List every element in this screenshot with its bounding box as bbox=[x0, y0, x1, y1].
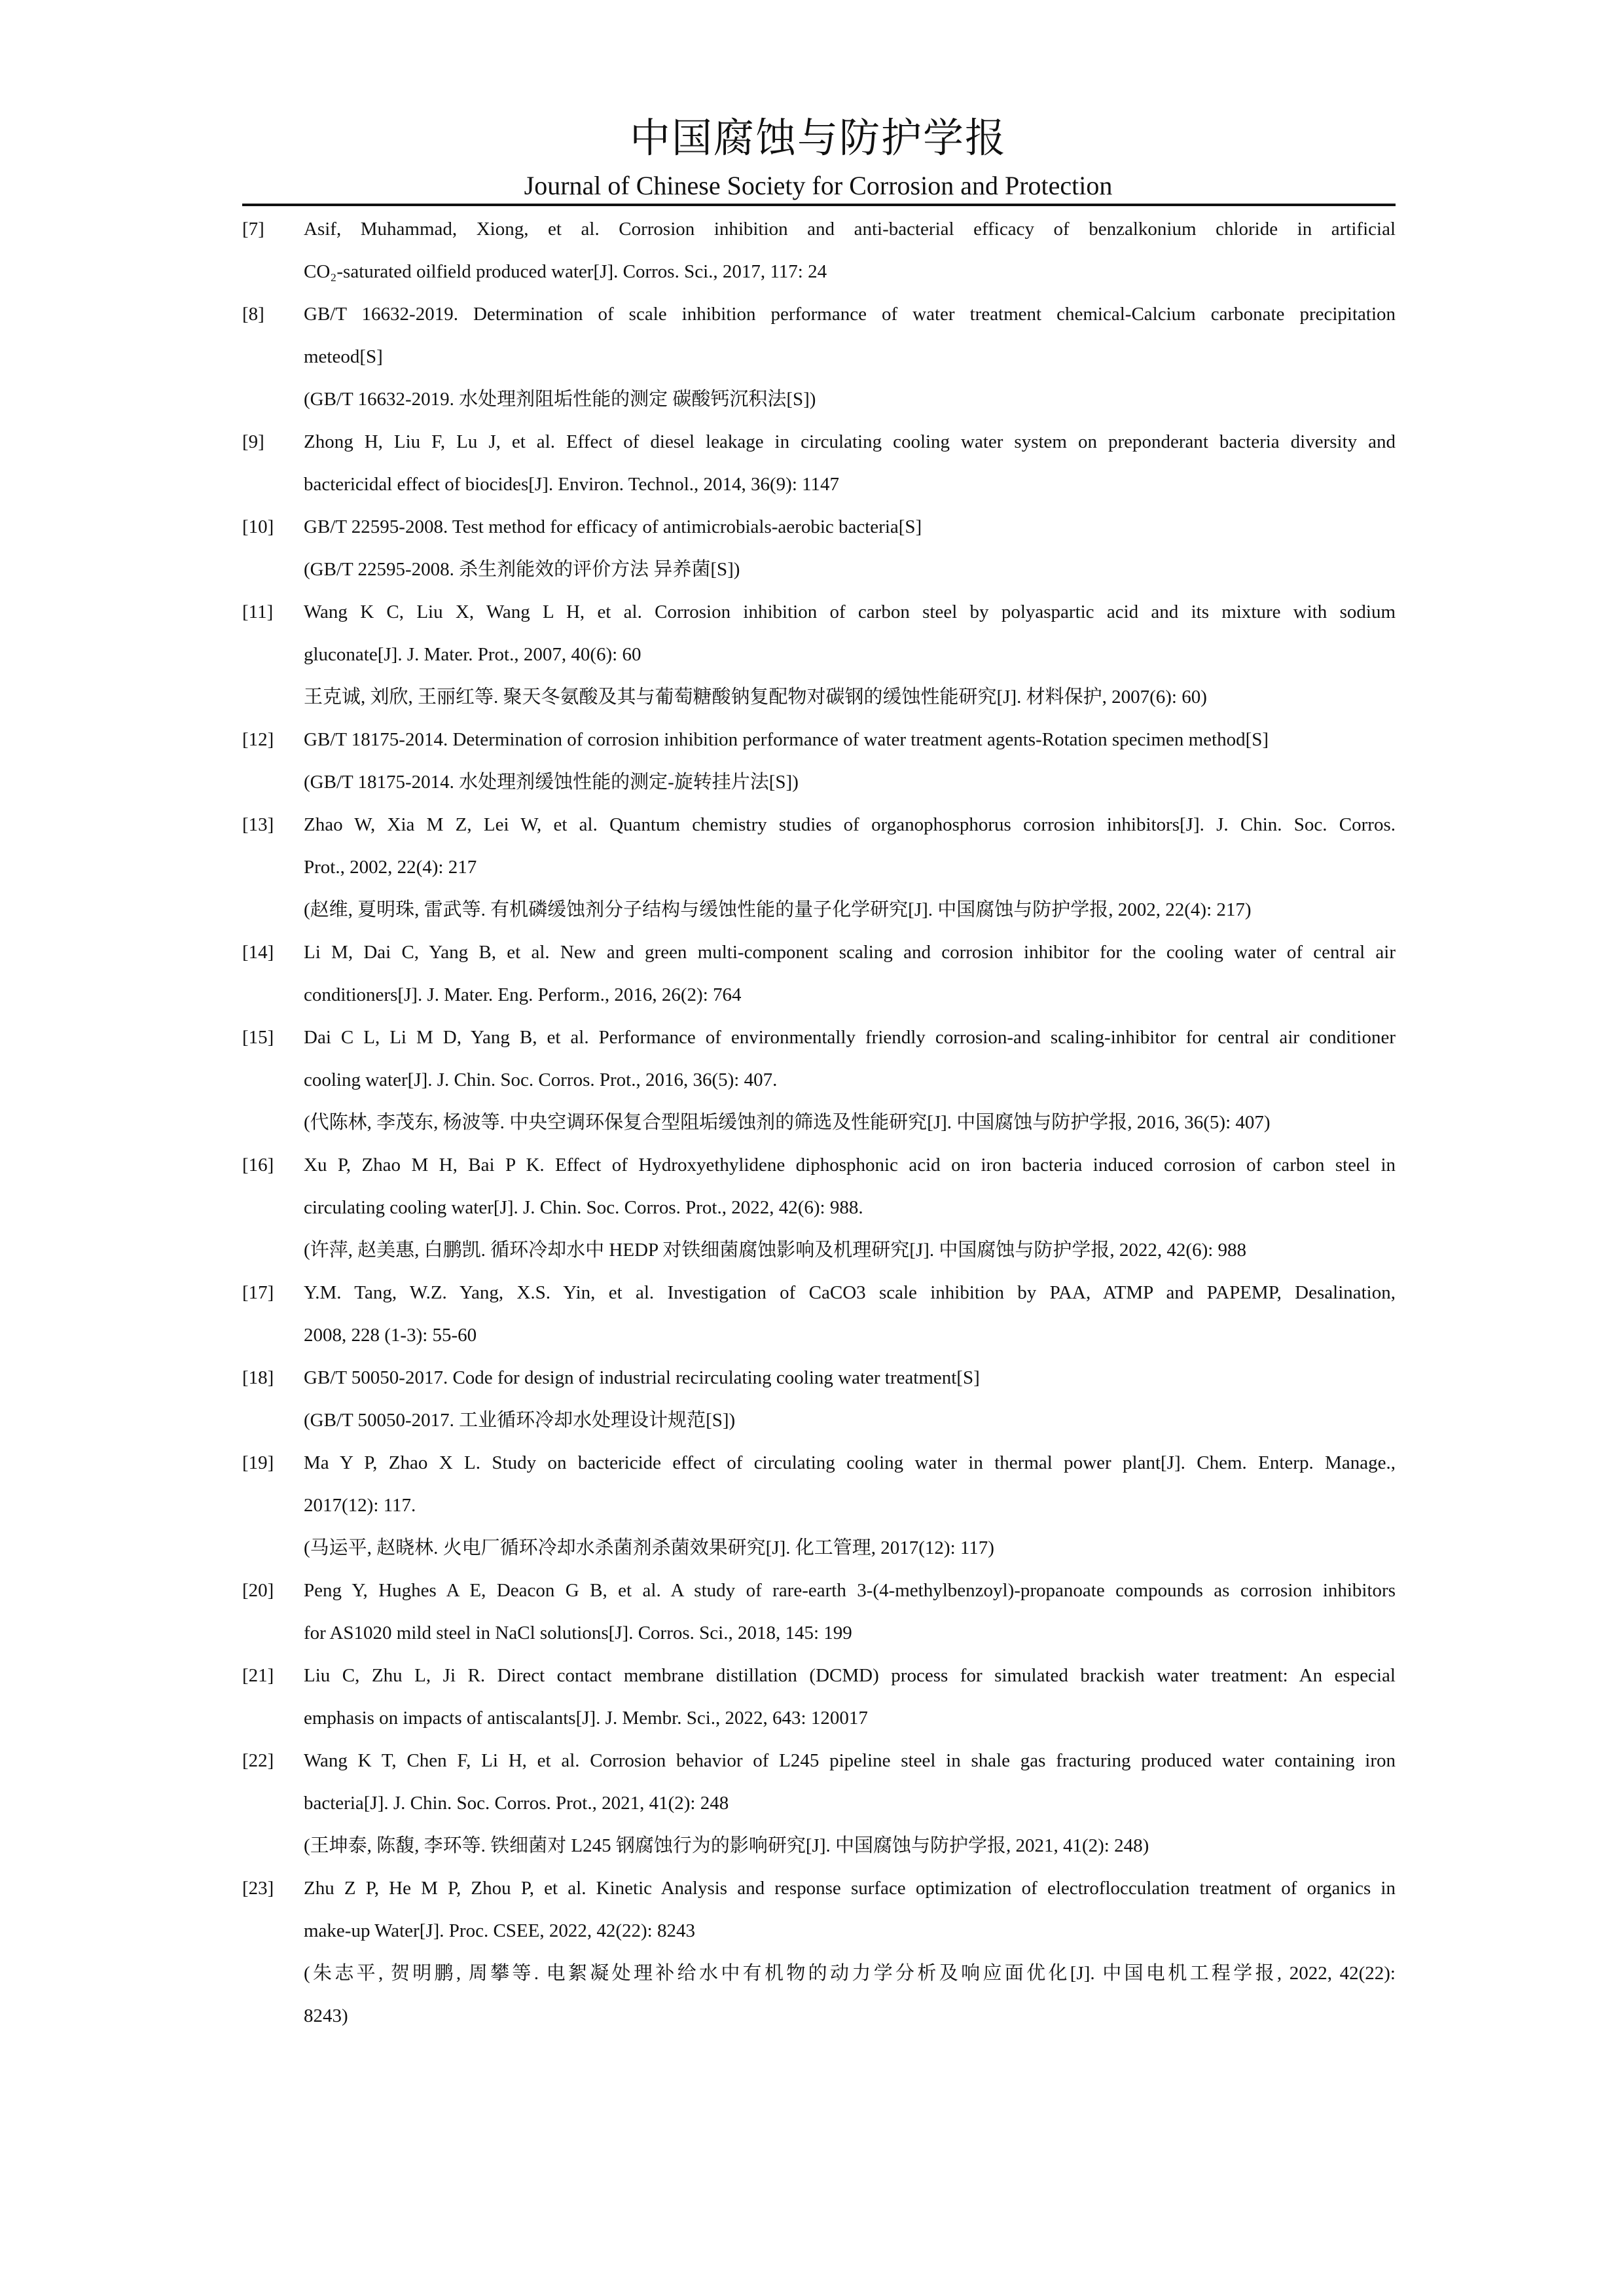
reference-line: Dai C L, Li M D, Yang B, et al. Performance of environmentally friendly corrosion-and scaling-inhibitor for central air conditioner bbox=[304, 1027, 1396, 1048]
reference-line: 2017(12): 117. bbox=[304, 1495, 416, 1516]
reference-list bbox=[242, 208, 1396, 2037]
reference-line: cooling water[J]. J. Chin. Soc. Corros. Prot., 2016, 36(5): 407. bbox=[304, 1069, 778, 1090]
reference-line: 王克诚, 刘欣, 王丽红等. 聚天冬氨酸及其与葡萄糖酸钠复配物对碳钢的缓蚀性能研究[J]. 材料保护, 2007(6): 60) bbox=[304, 687, 1207, 708]
reference-line: gluconate[J]. J. Mater. Prot., 2007, 40(6): 60 bbox=[304, 644, 641, 665]
reference-number: [9] bbox=[242, 431, 264, 452]
reference-line: make-up Water[J]. Proc. CSEE, 2022, 42(22): 8243 bbox=[304, 1920, 695, 1941]
reference-line: (GB/T 18175-2014. 水处理剂缓蚀性能的测定-旋转挂片法[S]) bbox=[304, 772, 799, 793]
reference-line: (GB/T 50050-2017. 工业循环冷却水处理设计规范[S]) bbox=[304, 1410, 736, 1431]
reference-number: [13] bbox=[242, 814, 274, 835]
reference-line: Zhong H, Liu F, Lu J, et al. Effect of diesel leakage in circulating cooling water system on preponderant bacteria diversity and bbox=[304, 431, 1396, 452]
reference-line: meteod[S] bbox=[304, 346, 383, 367]
reference-number: [11] bbox=[242, 601, 274, 622]
reference-line: (王坤泰, 陈馥, 李环等. 铁细菌对 L245 钢腐蚀行为的影响研究[J]. 中国腐蚀与防护学报, 2021, 41(2): 248) bbox=[304, 1835, 1149, 1856]
reference-line: Ma Y P, Zhao X L. Study on bactericide effect of circulating cooling water in thermal power plant[J]. Chem. Enterp. Manage., bbox=[304, 1452, 1396, 1473]
reference-item bbox=[242, 1442, 1396, 1570]
reference-item bbox=[242, 506, 1396, 591]
reference-line: Liu C, Zhu L, Ji R. Direct contact membrane distillation (DCMD) process for simulated brackish water treatment: An especial bbox=[304, 1665, 1396, 1686]
reference-number: [22] bbox=[242, 1750, 274, 1771]
reference-line: 2008, 228 (1-3): 55-60 bbox=[304, 1325, 477, 1346]
reference-line: for AS1020 mild steel in NaCl solutions[J]. Corros. Sci., 2018, 145: 199 bbox=[304, 1623, 852, 1643]
reference-item bbox=[242, 804, 1396, 931]
reference-number: [8] bbox=[242, 304, 264, 325]
reference-line: (朱志平, 贺明鹏, 周攀等. 电絮凝处理补给水中有机物的动力学分析及响应面优化[J]. 中国电机工程学报, 2022, 42(22): bbox=[304, 1963, 1396, 1984]
reference-line: (GB/T 16632-2019. 水处理剂阻垢性能的测定 碳酸钙沉积法[S]) bbox=[304, 389, 816, 410]
reference-number: [10] bbox=[242, 516, 274, 537]
reference-number: [12] bbox=[242, 729, 274, 750]
reference-item bbox=[242, 1272, 1396, 1357]
reference-line: Li M, Dai C, Yang B, et al. New and green multi-component scaling and corrosion inhibitor for the cooling water of central air bbox=[304, 942, 1396, 963]
reference-item bbox=[242, 591, 1396, 719]
journal-header bbox=[242, 111, 1394, 206]
reference-number: [21] bbox=[242, 1665, 274, 1686]
reference-line: Wang K C, Liu X, Wang L H, et al. Corrosion inhibition of carbon steel by polyaspartic acid and its mixture with sodium bbox=[304, 601, 1396, 622]
reference-line: Y.M. Tang, W.Z. Yang, X.S. Yin, et al. Investigation of CaCO3 scale inhibition by PAA, ATMP and PAPEMP, Desalination, bbox=[304, 1282, 1396, 1303]
reference-item bbox=[242, 293, 1396, 421]
journal-title-chinese: 中国腐蚀与防护学报 bbox=[629, 117, 1007, 161]
reference-number: [18] bbox=[242, 1367, 274, 1388]
journal-title-english: Journal of Chinese Society for Corrosion and Protection bbox=[524, 171, 1113, 200]
reference-item bbox=[242, 1655, 1396, 1740]
reference-line: GB/T 22595-2008. Test method for efficacy of antimicrobials-aerobic bacteria[S] bbox=[304, 516, 922, 537]
reference-item bbox=[242, 421, 1396, 506]
reference-line: Xu P, Zhao M H, Bai P K. Effect of Hydroxyethylidene diphosphonic acid on iron bacteria induced corrosion of carbon steel in bbox=[304, 1155, 1396, 1175]
reference-number: [20] bbox=[242, 1580, 274, 1601]
reference-item bbox=[242, 1016, 1396, 1144]
reference-item bbox=[242, 1357, 1396, 1442]
reference-line: GB/T 16632-2019. Determination of scale inhibition performance of water treatment chemical-Calcium carbonate precipitation bbox=[304, 304, 1396, 325]
reference-item bbox=[242, 1144, 1396, 1272]
header-rule bbox=[242, 204, 1396, 206]
reference-number: [7] bbox=[242, 219, 264, 240]
reference-item bbox=[242, 1570, 1396, 1655]
reference-line: conditioners[J]. J. Mater. Eng. Perform., 2016, 26(2): 764 bbox=[304, 984, 742, 1005]
reference-number: [16] bbox=[242, 1155, 274, 1175]
reference-number: [15] bbox=[242, 1027, 274, 1048]
reference-line: Wang K T, Chen F, Li H, et al. Corrosion behavior of L245 pipeline steel in shale gas fracturing produced water containing iron bbox=[304, 1750, 1396, 1771]
reference-item bbox=[242, 931, 1396, 1016]
reference-line: (马运平, 赵晓林. 火电厂循环冷却水杀菌剂杀菌效果研究[J]. 化工管理, 2017(12): 117) bbox=[304, 1537, 994, 1558]
reference-line: Prot., 2002, 22(4): 217 bbox=[304, 857, 477, 878]
reference-line: GB/T 50050-2017. Code for design of industrial recirculating cooling water treatment[S] bbox=[304, 1367, 980, 1388]
reference-line: CO₂-saturated oilfield produced water[J]. Corros. Sci., 2017, 117: 24 bbox=[304, 261, 827, 282]
reference-line: bacteria[J]. J. Chin. Soc. Corros. Prot., 2021, 41(2): 248 bbox=[304, 1793, 729, 1814]
reference-item bbox=[242, 1867, 1396, 2037]
reference-line: (许萍, 赵美惠, 白鹏凯. 循环冷却水中 HEDP 对铁细菌腐蚀影响及机理研究[J]. 中国腐蚀与防护学报, 2022, 42(6): 988 bbox=[304, 1240, 1247, 1261]
reference-line: (代陈林, 李茂东, 杨波等. 中央空调环保复合型阻垢缓蚀剂的筛选及性能研究[J]. 中国腐蚀与防护学报, 2016, 36(5): 407) bbox=[304, 1112, 1271, 1133]
reference-line: Zhao W, Xia M Z, Lei W, et al. Quantum chemistry studies of organophosphorus corrosion inhibitors[J]. J. Chin. Soc. Corros. bbox=[304, 814, 1396, 835]
reference-line: bactericidal effect of biocides[J]. Environ. Technol., 2014, 36(9): 1147 bbox=[304, 474, 840, 495]
reference-number: [17] bbox=[242, 1282, 274, 1303]
reference-line: Peng Y, Hughes A E, Deacon G B, et al. A study of rare-earth 3-(4-methylbenzoyl)-propanoate compounds as corrosion inhibitors bbox=[304, 1580, 1396, 1601]
reference-line: GB/T 18175-2014. Determination of corrosion inhibition performance of water treatment agents-Rotation specimen method[S] bbox=[304, 729, 1269, 750]
reference-line: Asif, Muhammad, Xiong, et al. Corrosion inhibition and anti-bacterial efficacy of benzalkonium chloride in artificial bbox=[304, 219, 1396, 240]
reference-number: [23] bbox=[242, 1878, 274, 1899]
reference-item bbox=[242, 1740, 1396, 1867]
reference-line: (GB/T 22595-2008. 杀生剂能效的评价方法 异养菌[S]) bbox=[304, 559, 740, 580]
reference-line: 8243) bbox=[304, 2005, 348, 2026]
reference-line: Zhu Z P, He M P, Zhou P, et al. Kinetic Analysis and response surface optimization of electroflocculation treatment of organics in bbox=[304, 1878, 1396, 1899]
reference-line: circulating cooling water[J]. J. Chin. Soc. Corros. Prot., 2022, 42(6): 988. bbox=[304, 1197, 863, 1218]
reference-line: emphasis on impacts of antiscalants[J]. J. Membr. Sci., 2022, 643: 120017 bbox=[304, 1708, 868, 1729]
reference-item bbox=[242, 719, 1396, 804]
reference-number: [14] bbox=[242, 942, 274, 963]
reference-line: (赵维, 夏明珠, 雷武等. 有机磷缓蚀剂分子结构与缓蚀性能的量子化学研究[J]. 中国腐蚀与防护学报, 2002, 22(4): 217) bbox=[304, 899, 1252, 920]
reference-number: [19] bbox=[242, 1452, 274, 1473]
reference-item bbox=[242, 208, 1396, 293]
